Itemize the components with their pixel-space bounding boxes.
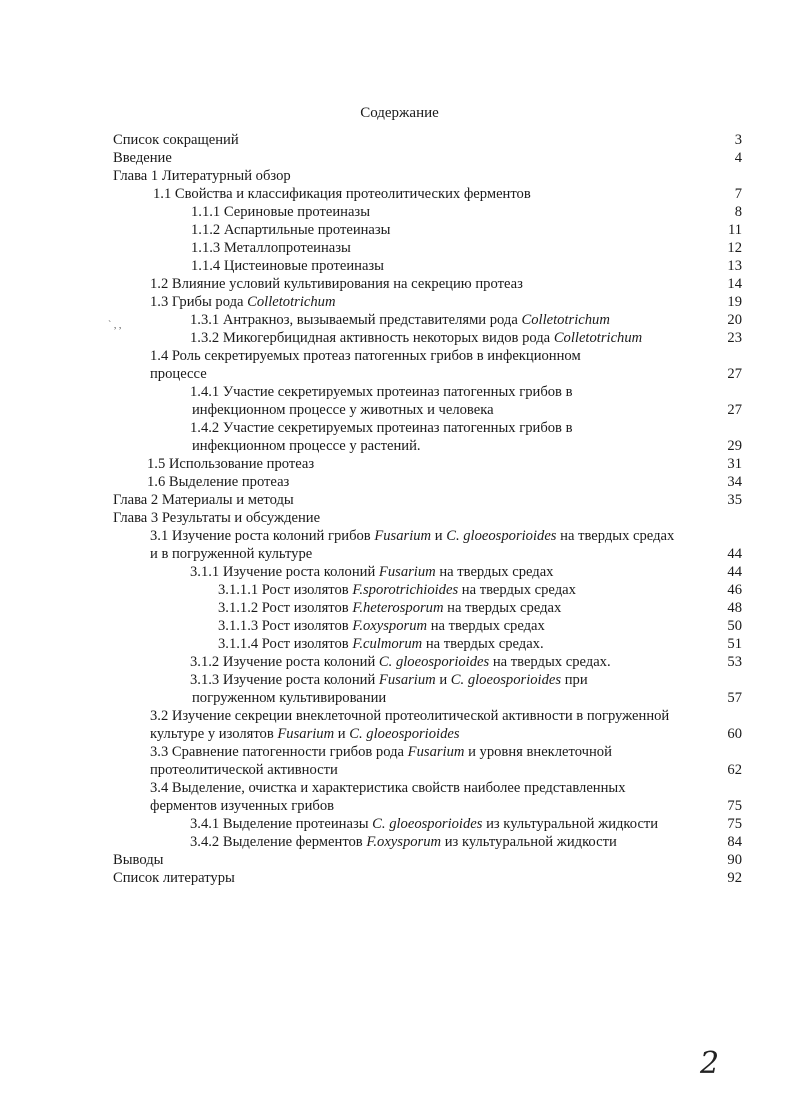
toc-entry-text: и уровня внеклеточной — [464, 744, 612, 760]
toc-page-number: 44 — [727, 546, 742, 562]
toc-entry — [150, 779, 626, 797]
toc-entry-text: на твердых средах — [427, 618, 545, 634]
toc-entry-species-name: Fusarium — [277, 726, 335, 742]
toc-entry — [192, 689, 386, 707]
toc-entry-text: на твердых средах — [458, 582, 576, 598]
toc-entry-text: 1.3 Грибы рода — [150, 294, 248, 310]
toc-page-number: 53 — [727, 654, 742, 670]
toc-entry — [191, 221, 390, 239]
toc-entry-text: 3.1.1.2 Рост изолятов — [218, 600, 353, 616]
toc-entry-text: и — [435, 672, 451, 688]
toc-entry-species-name: F.heterosporum — [352, 600, 444, 616]
toc-entry — [150, 365, 207, 383]
toc-entry-text: на твердых средах. — [422, 636, 544, 652]
toc-entry-species-name: Fusarium — [378, 564, 436, 580]
toc-entry-text: инфекционном процессе у животных и человека — [192, 402, 494, 418]
toc-entry-text: культуре у изолятов — [150, 726, 278, 742]
toc-page-number: 75 — [727, 816, 742, 832]
toc-entry-text: 3.2 Изучение секреции внеклеточной протеолитической активности в погруженной — [150, 708, 670, 724]
toc-entry-species-name: Fusarium — [374, 528, 432, 544]
toc-entry-text: Введение — [113, 150, 172, 166]
toc-page-number: 29 — [727, 438, 742, 454]
toc-entry-species-name: Colletotrichum — [521, 312, 610, 328]
toc-entry-text: 1.1.3 Металлопротеиназы — [191, 240, 351, 256]
toc-page-number: 3 — [734, 132, 742, 148]
toc-entry-text: Глава 1 Литературный обзор — [113, 168, 291, 184]
toc-entry — [218, 617, 545, 635]
toc-entry-species-name: C. gloeosporioides — [372, 816, 483, 832]
toc-entry — [113, 509, 320, 527]
toc-entry — [150, 347, 581, 365]
toc-entry — [153, 185, 531, 203]
toc-page-number: 27 — [727, 366, 742, 382]
toc-entry — [190, 383, 573, 401]
toc-entry-text: 1.6 Выделение протеаз — [147, 474, 290, 490]
toc-entry-text: 1.1 Свойства и классификация протеолитических ферментов — [153, 186, 531, 202]
toc-entry-text: 3.1.1.4 Рост изолятов — [218, 636, 353, 652]
handwritten-page-number: 2 — [700, 1046, 720, 1081]
toc-entry-species-name: Colletotrichum — [553, 330, 643, 346]
toc-entry — [150, 545, 312, 563]
toc-entry — [113, 167, 291, 185]
toc-entry — [113, 491, 294, 509]
toc-entry-species-name: C. gloeosporioides — [349, 726, 460, 742]
toc-page-number: 60 — [727, 726, 742, 742]
toc-entry-text: при — [561, 672, 588, 688]
toc-entry — [190, 815, 658, 833]
toc-entry-species-name: F.culmorum — [352, 636, 423, 652]
toc-entry-text: и — [334, 726, 350, 742]
toc-entry-text: ферментов изученных грибов — [150, 798, 335, 814]
toc-page-number: 51 — [727, 636, 742, 652]
scan-marks: ` , , — [108, 320, 122, 331]
toc-entry-text: 1.2 Влияние условий культивирования на секрецию протеаз — [150, 276, 523, 292]
toc-entry — [190, 833, 617, 851]
toc-entry-species-name: F.oxysporum — [352, 618, 428, 634]
toc-entry-text: 3.1.3 Изучение роста колоний — [190, 672, 379, 688]
toc-entry — [150, 797, 334, 815]
toc-entry-species-name: C. gloeosporioides — [450, 672, 562, 688]
toc-entry-text: Выводы — [113, 852, 164, 868]
toc-entry-text: 3.1.1 Изучение роста колоний — [190, 564, 379, 580]
toc-page-number: 8 — [734, 204, 742, 220]
toc-entry — [147, 455, 314, 473]
toc-entry-text: 3.1.2 Изучение роста колоний — [190, 654, 379, 670]
toc-entry — [191, 257, 384, 275]
toc-page-number: 50 — [727, 618, 742, 634]
toc-entry-text: Список литературы — [113, 870, 235, 886]
toc-entry-text: на твердых средах — [556, 528, 675, 544]
toc-entry-text: 3.3 Сравнение патогенности грибов рода — [150, 744, 408, 760]
toc-entry-text: 1.4.2 Участие секретируемых протеиназ патогенных грибов в — [190, 420, 573, 436]
toc-entry — [113, 149, 172, 167]
toc-entry-text: на твердых средах. — [489, 654, 611, 670]
toc-entry-text: 1.3.1 Антракноз, вызываемый представителями рода — [190, 312, 522, 328]
toc-entry — [150, 275, 523, 293]
toc-entry-text: и в погруженной культуре — [150, 546, 313, 562]
toc-entry — [192, 401, 494, 419]
toc-page-number: 13 — [727, 258, 742, 274]
toc-page-number: 7 — [734, 186, 742, 202]
toc-page-number: 46 — [727, 582, 742, 598]
toc-entry-species-name: C. gloeosporioides — [446, 528, 557, 544]
toc-entry-text: погруженном культивировании — [192, 690, 387, 706]
toc-page-number: 11 — [727, 222, 742, 238]
toc-page-number: 19 — [727, 294, 742, 310]
toc-page-number: 4 — [734, 150, 742, 166]
toc-page-number: 48 — [727, 600, 742, 616]
toc-entry-text: 3.1.1.3 Рост изолятов — [218, 618, 353, 634]
toc-page-number: 34 — [727, 474, 742, 490]
toc-entry — [150, 293, 336, 311]
toc-page-number: 12 — [727, 240, 742, 256]
toc-entry-text: на твердых средах — [443, 600, 562, 616]
toc-page-number: 31 — [727, 456, 742, 472]
toc-entry-species-name: F.sporotrichioides — [352, 582, 459, 598]
toc-entry-text: 3.4.1 Выделение протеиназы — [190, 816, 373, 832]
toc-page-number: 23 — [727, 330, 742, 346]
toc-entry-text: 3.1.1.1 Рост изолятов — [218, 582, 353, 598]
toc-page-number: 35 — [727, 492, 742, 508]
toc-entry — [190, 563, 553, 581]
toc-page-number: 92 — [727, 870, 742, 886]
toc-entry — [190, 311, 610, 329]
toc-entry-text: 1.5 Использование протеаз — [147, 456, 315, 472]
toc-entry-species-name: C. gloeosporioides — [378, 654, 490, 670]
toc-entry — [218, 599, 561, 617]
toc-entry — [192, 437, 421, 455]
toc-entry-text: 1.4.1 Участие секретируемых протеиназ патогенных грибов в — [190, 384, 573, 400]
toc-entry — [191, 239, 351, 257]
toc-entry-species-name: Colletotrichum — [247, 294, 336, 310]
toc-entry — [113, 869, 235, 887]
toc-entry-text: Список сокращений — [113, 132, 239, 148]
toc-entry-text: из культуральной жидкости — [441, 834, 617, 850]
toc-entry — [190, 671, 588, 689]
toc-entry-species-name: F.oxysporum — [366, 834, 442, 850]
toc-entry-text: Глава 2 Материалы и методы — [113, 492, 294, 508]
toc-entry-text: процессе — [150, 366, 207, 382]
toc-entry — [218, 581, 576, 599]
toc-page-number: 90 — [727, 852, 742, 868]
toc-entry-text: 1.3.2 Микогербицидная активность некоторых видов рода — [190, 330, 554, 346]
toc-entry — [113, 851, 163, 869]
toc-entry-species-name: Fusarium — [378, 672, 436, 688]
toc-entry — [147, 473, 289, 491]
toc-page-number: 62 — [727, 762, 742, 778]
toc-page-number: 27 — [727, 402, 742, 418]
toc-entry — [113, 131, 239, 149]
toc-entry-text: 3.1 Изучение роста колоний грибов — [150, 528, 375, 544]
toc-entry — [150, 707, 669, 725]
toc-entry — [191, 203, 370, 221]
toc-page-number: 14 — [727, 276, 742, 292]
toc-entry-text: протеолитической активности — [150, 762, 338, 778]
toc-entry — [190, 329, 642, 347]
toc-entry — [150, 527, 674, 545]
toc-entry-text: и — [431, 528, 447, 544]
toc-entry-text: 3.4 Выделение, очистка и характеристика свойств наиболее представленных — [150, 780, 626, 796]
toc-page-number: 20 — [727, 312, 742, 328]
toc-entry — [190, 653, 611, 671]
toc-entry — [218, 635, 544, 653]
toc-page-number: 57 — [727, 690, 742, 706]
toc-entry — [150, 743, 612, 761]
toc-entry — [150, 761, 338, 779]
toc-entry-text: инфекционном процессе у растений. — [192, 438, 421, 454]
toc-entry-species-name: Fusarium — [407, 744, 465, 760]
toc-entry — [190, 419, 573, 437]
toc-entry-text: Глава 3 Результаты и обсуждение — [113, 510, 321, 526]
toc-page-number: 44 — [727, 564, 742, 580]
page-title: Содержание — [360, 105, 439, 121]
toc-page-number: 75 — [727, 798, 742, 814]
toc-page-number: 84 — [727, 834, 742, 850]
toc-entry-text: 1.1.2 Аспартильные протеиназы — [191, 222, 391, 238]
toc-entry-text: из культуральной жидкости — [482, 816, 659, 832]
toc-entry — [150, 725, 460, 743]
toc-entry-text: 1.4 Роль секретируемых протеаз патогенных грибов в инфекционном — [150, 348, 581, 364]
toc-entry-text: 1.1.1 Сериновые протеиназы — [191, 204, 370, 220]
toc-entry-text: 1.1.4 Цистеиновые протеиназы — [191, 258, 384, 274]
toc-entry-text: 3.4.2 Выделение ферментов — [190, 834, 367, 850]
toc-entry-text: на твердых средах — [435, 564, 554, 580]
